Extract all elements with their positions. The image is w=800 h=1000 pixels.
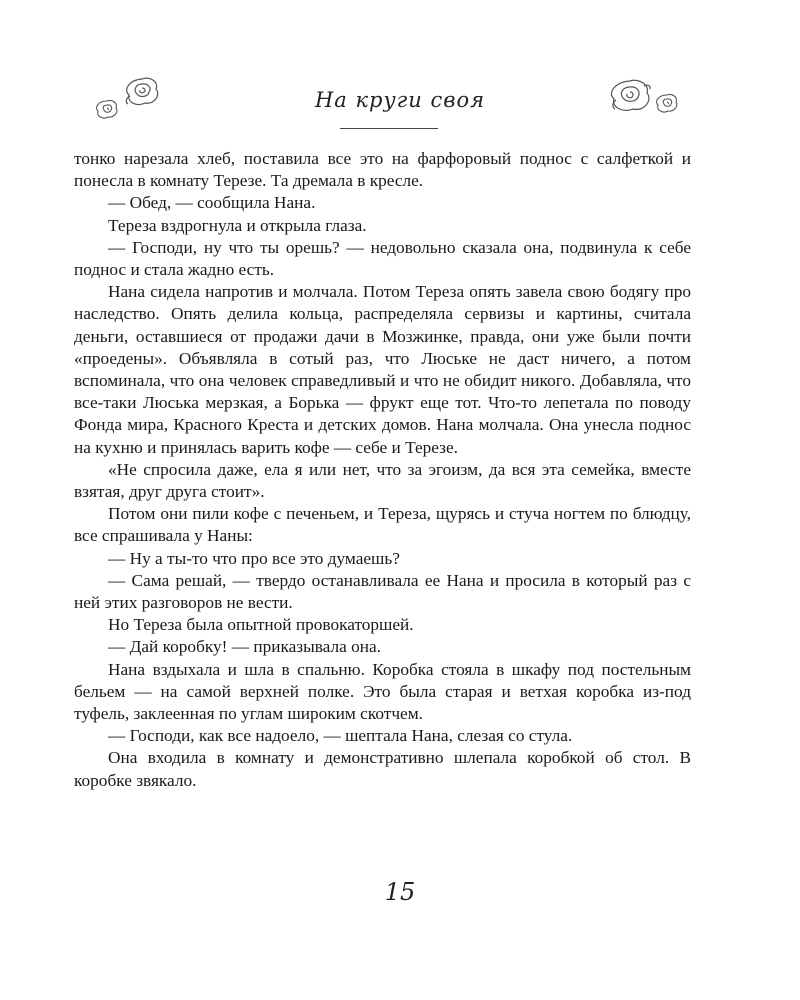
paragraph: Потом они пили кофе с печеньем, и Тереза, щурясь и стуча ногтем по блюдцу, все спрашивала у Наны: xyxy=(74,504,691,546)
paragraph: «Не спросила даже, ела я или нет, что за эгоизм, да вся эта семейка, вместе взятая, друг друга стоит». xyxy=(74,459,691,502)
paragraph: Нана сидела напротив и молчала. Потом Тереза опять завела свою бодягу про наследство. Опять делила кольца, распределяла сервизы и картины, считала деньги, оставшиеся от продажи дачи в Мозжинке, правда, они уже были почти «проедены». Объявляла в сотый раз, что Люське не даст ничего, а потом вспоминала, что она человек справедливый и что не обидит никого. Добавляла, что все-таки Люська мерзкая, а Борька — фрукт еще тот. Что-то лепетала по поводу Фонда мира, Красного Креста и детских домов. Нана молчала. Она унесла поднос на кухню и принялась варить кофе — себе и Терезе. xyxy=(74,282,691,457)
paragraph: — Дай коробку! — приказывала она. xyxy=(108,637,381,657)
paragraph: — Ну а ты-то что про все это думаешь? xyxy=(108,548,400,568)
paragraph: — Господи, ну что ты орешь? — недовольно сказала она, подвинула к себе поднос и стала жадно есть. xyxy=(74,237,691,280)
paragraph: Нана вздыхала и шла в спальню. Коробка стояла в шкафу под постельным бельем — на самой верхней полке. Это была старая и ветхая коробка из-под туфель, заклеенная по углам широким скотчем. xyxy=(74,659,691,724)
paragraph: Тереза вздрогнула и открыла глаза. xyxy=(108,215,367,235)
paragraph: Она входила в комнату и демонстративно шлепала коробкой об стол. В коробке звякало. xyxy=(74,748,691,790)
rose-ornament-icon xyxy=(654,92,680,114)
body-text xyxy=(74,148,691,792)
rose-ornament-icon xyxy=(606,78,654,114)
running-title: На круги своя xyxy=(314,88,486,112)
paragraph: — Господи, как все надоело, — шептала Нана, слезая со стула. xyxy=(108,726,573,746)
page-number: 15 xyxy=(384,878,416,906)
paragraph: Но Тереза была опытной провокаторшей. xyxy=(108,615,414,635)
paragraph: — Обед, — сообщила Нана. xyxy=(108,193,316,213)
running-header xyxy=(0,72,800,142)
paragraph: — Сама решай, — твердо останавливала ее Нана и просила в который раз с ней этих разговоров не вести. xyxy=(74,570,691,613)
title-underline xyxy=(340,128,438,129)
paragraph: тонко нарезала хлеб, поставила все это на фарфоровый поднос с салфеткой и понесла в комнату Терезе. Та дремала в кресле. xyxy=(74,149,691,191)
